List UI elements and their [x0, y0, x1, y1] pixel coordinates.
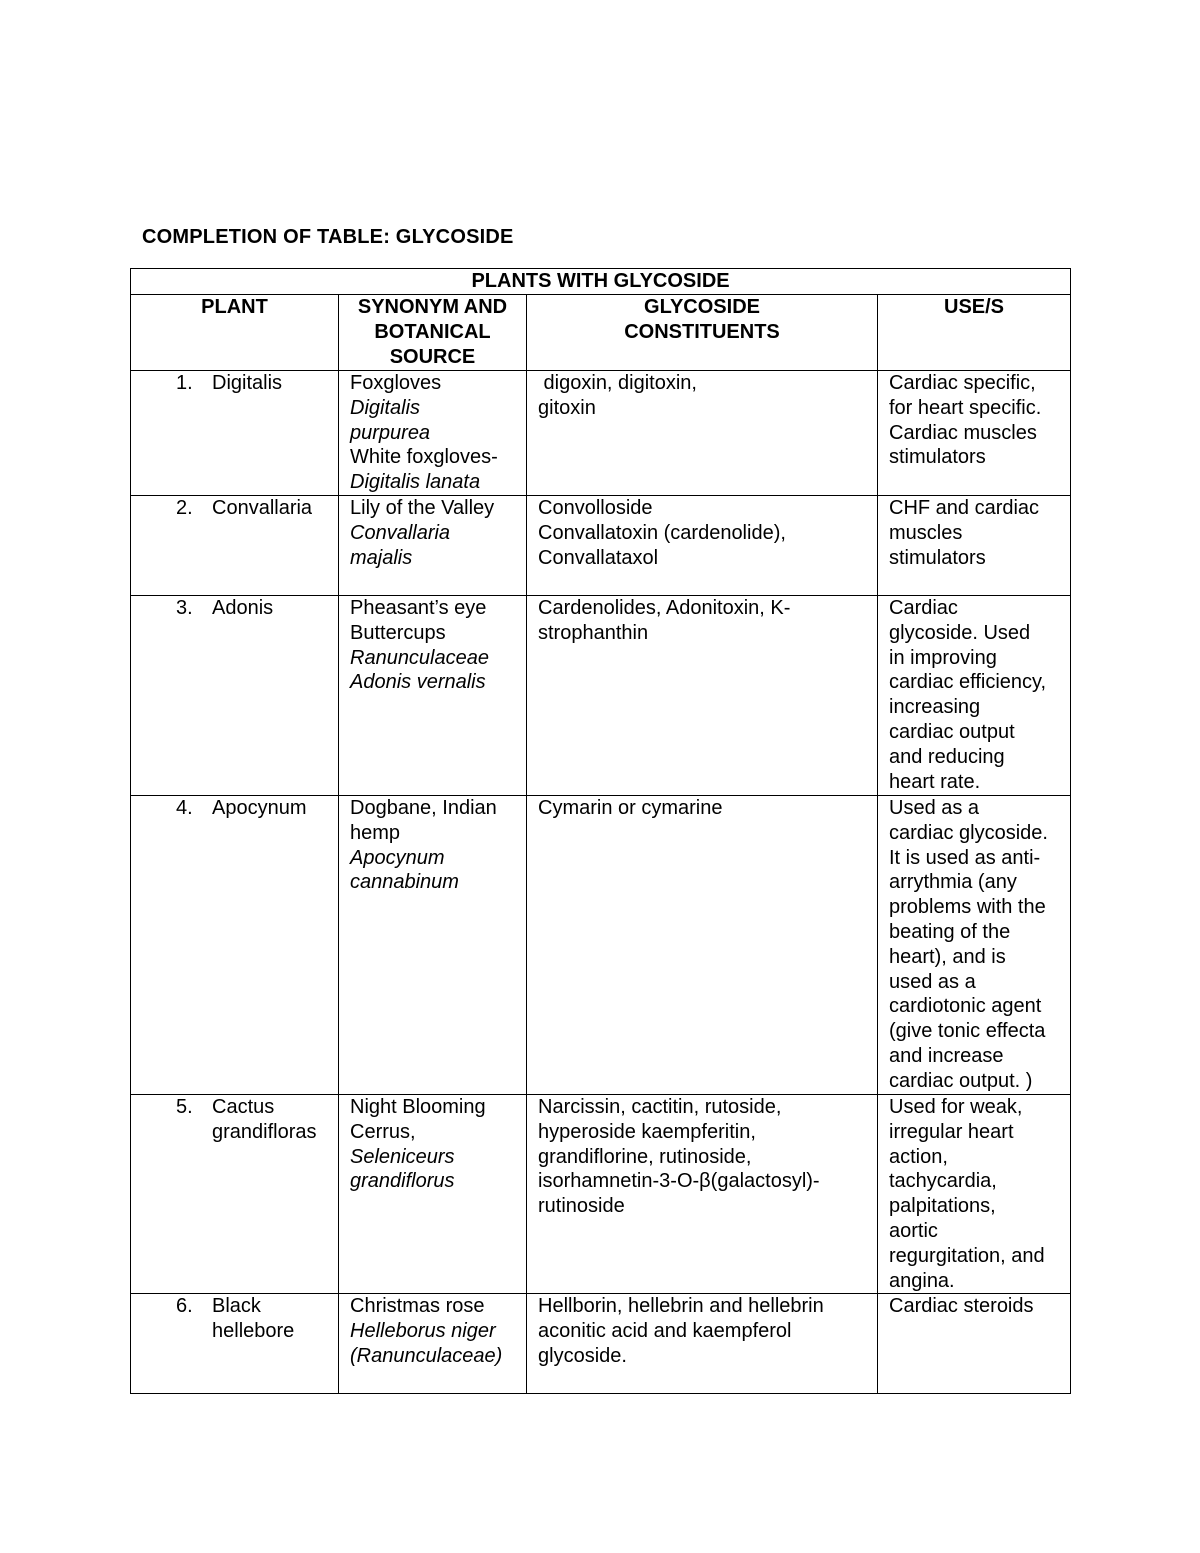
synonym-cell	[339, 371, 527, 496]
botanical-name: cannabinum	[350, 871, 459, 894]
plant-name: Digitalis	[212, 372, 283, 394]
table-row	[131, 795, 1071, 1094]
constituents-cell: Cymarin or cymarine	[527, 795, 878, 1094]
plant-cell	[131, 1094, 339, 1293]
row-number: 6.	[176, 1295, 193, 1318]
common-name: Dogbane, Indian	[350, 796, 497, 819]
botanical-name: Adonis vernalis	[350, 671, 486, 694]
botanical-name: majalis	[350, 546, 413, 569]
table-caption: PLANTS WITH GLYCOSIDE	[131, 269, 1071, 295]
table-body	[131, 371, 1071, 1394]
botanical-name: Convallaria	[350, 521, 451, 544]
constituents-cell: Cardenolides, Adonitoxin, K- strophanthin	[527, 595, 878, 795]
uses-cell: Used as a cardiac glycoside. It is used as anti- arrythmia (any problems with the beating of the heart), and is used as a cardiotonic agent (give tonic effecta and increase cardiac output. )	[878, 795, 1071, 1094]
table-row	[131, 371, 1071, 496]
row-number: 5.	[176, 1095, 193, 1118]
plant-name: Adonis	[212, 596, 274, 619]
table-row	[131, 595, 1071, 795]
botanical-name: Digitalis	[350, 396, 421, 419]
constituents-cell: Hellborin, hellebrin and hellebrin aconitic acid and kaempferol glycoside.	[527, 1294, 878, 1394]
synonym-cell	[339, 495, 527, 595]
row-number: 4.	[176, 796, 193, 819]
table-row	[131, 1294, 1071, 1394]
common-name: hemp	[350, 821, 401, 844]
row-number: 1.	[176, 372, 193, 394]
botanical-name: grandiflorus	[350, 1170, 455, 1193]
botanical-name: purpurea	[350, 421, 431, 444]
common-name: White foxgloves-	[350, 446, 498, 469]
header-uses: USE/S	[878, 295, 1071, 371]
uses-cell: Cardiac glycoside. Used in improving cardiac efficiency, increasing cardiac output and reducing heart rate.	[878, 595, 1071, 795]
plant-name: Black hellebore	[212, 1295, 295, 1343]
synonym-cell	[339, 1094, 527, 1293]
uses-cell: CHF and cardiac muscles stimulators	[878, 495, 1071, 595]
botanical-name: Seleniceurs	[350, 1145, 455, 1168]
constituents-cell: Convolloside Convallatoxin (cardenolide), Convallataxol	[527, 495, 878, 595]
synonym-cell	[339, 795, 527, 1094]
plant-name: Cactus grandifloras	[212, 1095, 317, 1143]
synonym-cell	[339, 1294, 527, 1394]
constituents-cell: digoxin, digitoxin, gitoxin	[527, 371, 878, 496]
synonym-cell	[339, 595, 527, 795]
common-name: Buttercups	[350, 621, 446, 644]
plant-cell	[131, 371, 339, 496]
glycoside-table	[130, 268, 1071, 1394]
plant-cell	[131, 495, 339, 595]
common-name: Foxgloves	[350, 372, 442, 394]
table-row	[131, 1094, 1071, 1293]
constituents-cell: Narcissin, cactitin, rutoside, hyperoside kaempferitin, grandiflorine, rutinoside, isorhamnetin-3-O-β(galactosyl)- rutinoside	[527, 1094, 878, 1293]
table-row	[131, 495, 1071, 595]
uses-cell: Cardiac specific, for heart specific. Cardiac muscles stimulators	[878, 371, 1071, 496]
botanical-name: Digitalis lanata	[350, 471, 481, 494]
common-name: Christmas rose	[350, 1295, 485, 1318]
botanical-name: Helleborus niger	[350, 1320, 496, 1343]
uses-cell: Cardiac steroids	[878, 1294, 1071, 1394]
common-name: Cerrus,	[350, 1120, 416, 1143]
botanical-name: (Ranunculaceae)	[350, 1344, 503, 1367]
header-constituents: GLYCOSIDE CONSTITUENTS	[527, 295, 878, 371]
botanical-name: Ranunculaceae	[350, 646, 489, 669]
plant-name: Convallaria	[212, 496, 313, 519]
plant-cell	[131, 595, 339, 795]
plant-name: Apocynum	[212, 796, 307, 819]
row-number: 2.	[176, 496, 193, 519]
common-name: Lily of the Valley	[350, 496, 495, 519]
row-number: 3.	[176, 596, 193, 619]
common-name: Night Blooming	[350, 1095, 486, 1118]
header-plant: PLANT	[131, 295, 339, 371]
plant-cell	[131, 1294, 339, 1394]
uses-cell: Used for weak, irregular heart action, tachycardia, palpitations, aortic regurgitation, and angina.	[878, 1094, 1071, 1293]
document-title: COMPLETION OF TABLE: GLYCOSIDE	[142, 226, 514, 248]
plant-cell	[131, 795, 339, 1094]
common-name: Pheasant’s eye	[350, 596, 487, 619]
header-synonym: SYNONYM AND BOTANICAL SOURCE	[339, 295, 527, 371]
botanical-name: Apocynum	[350, 846, 445, 869]
